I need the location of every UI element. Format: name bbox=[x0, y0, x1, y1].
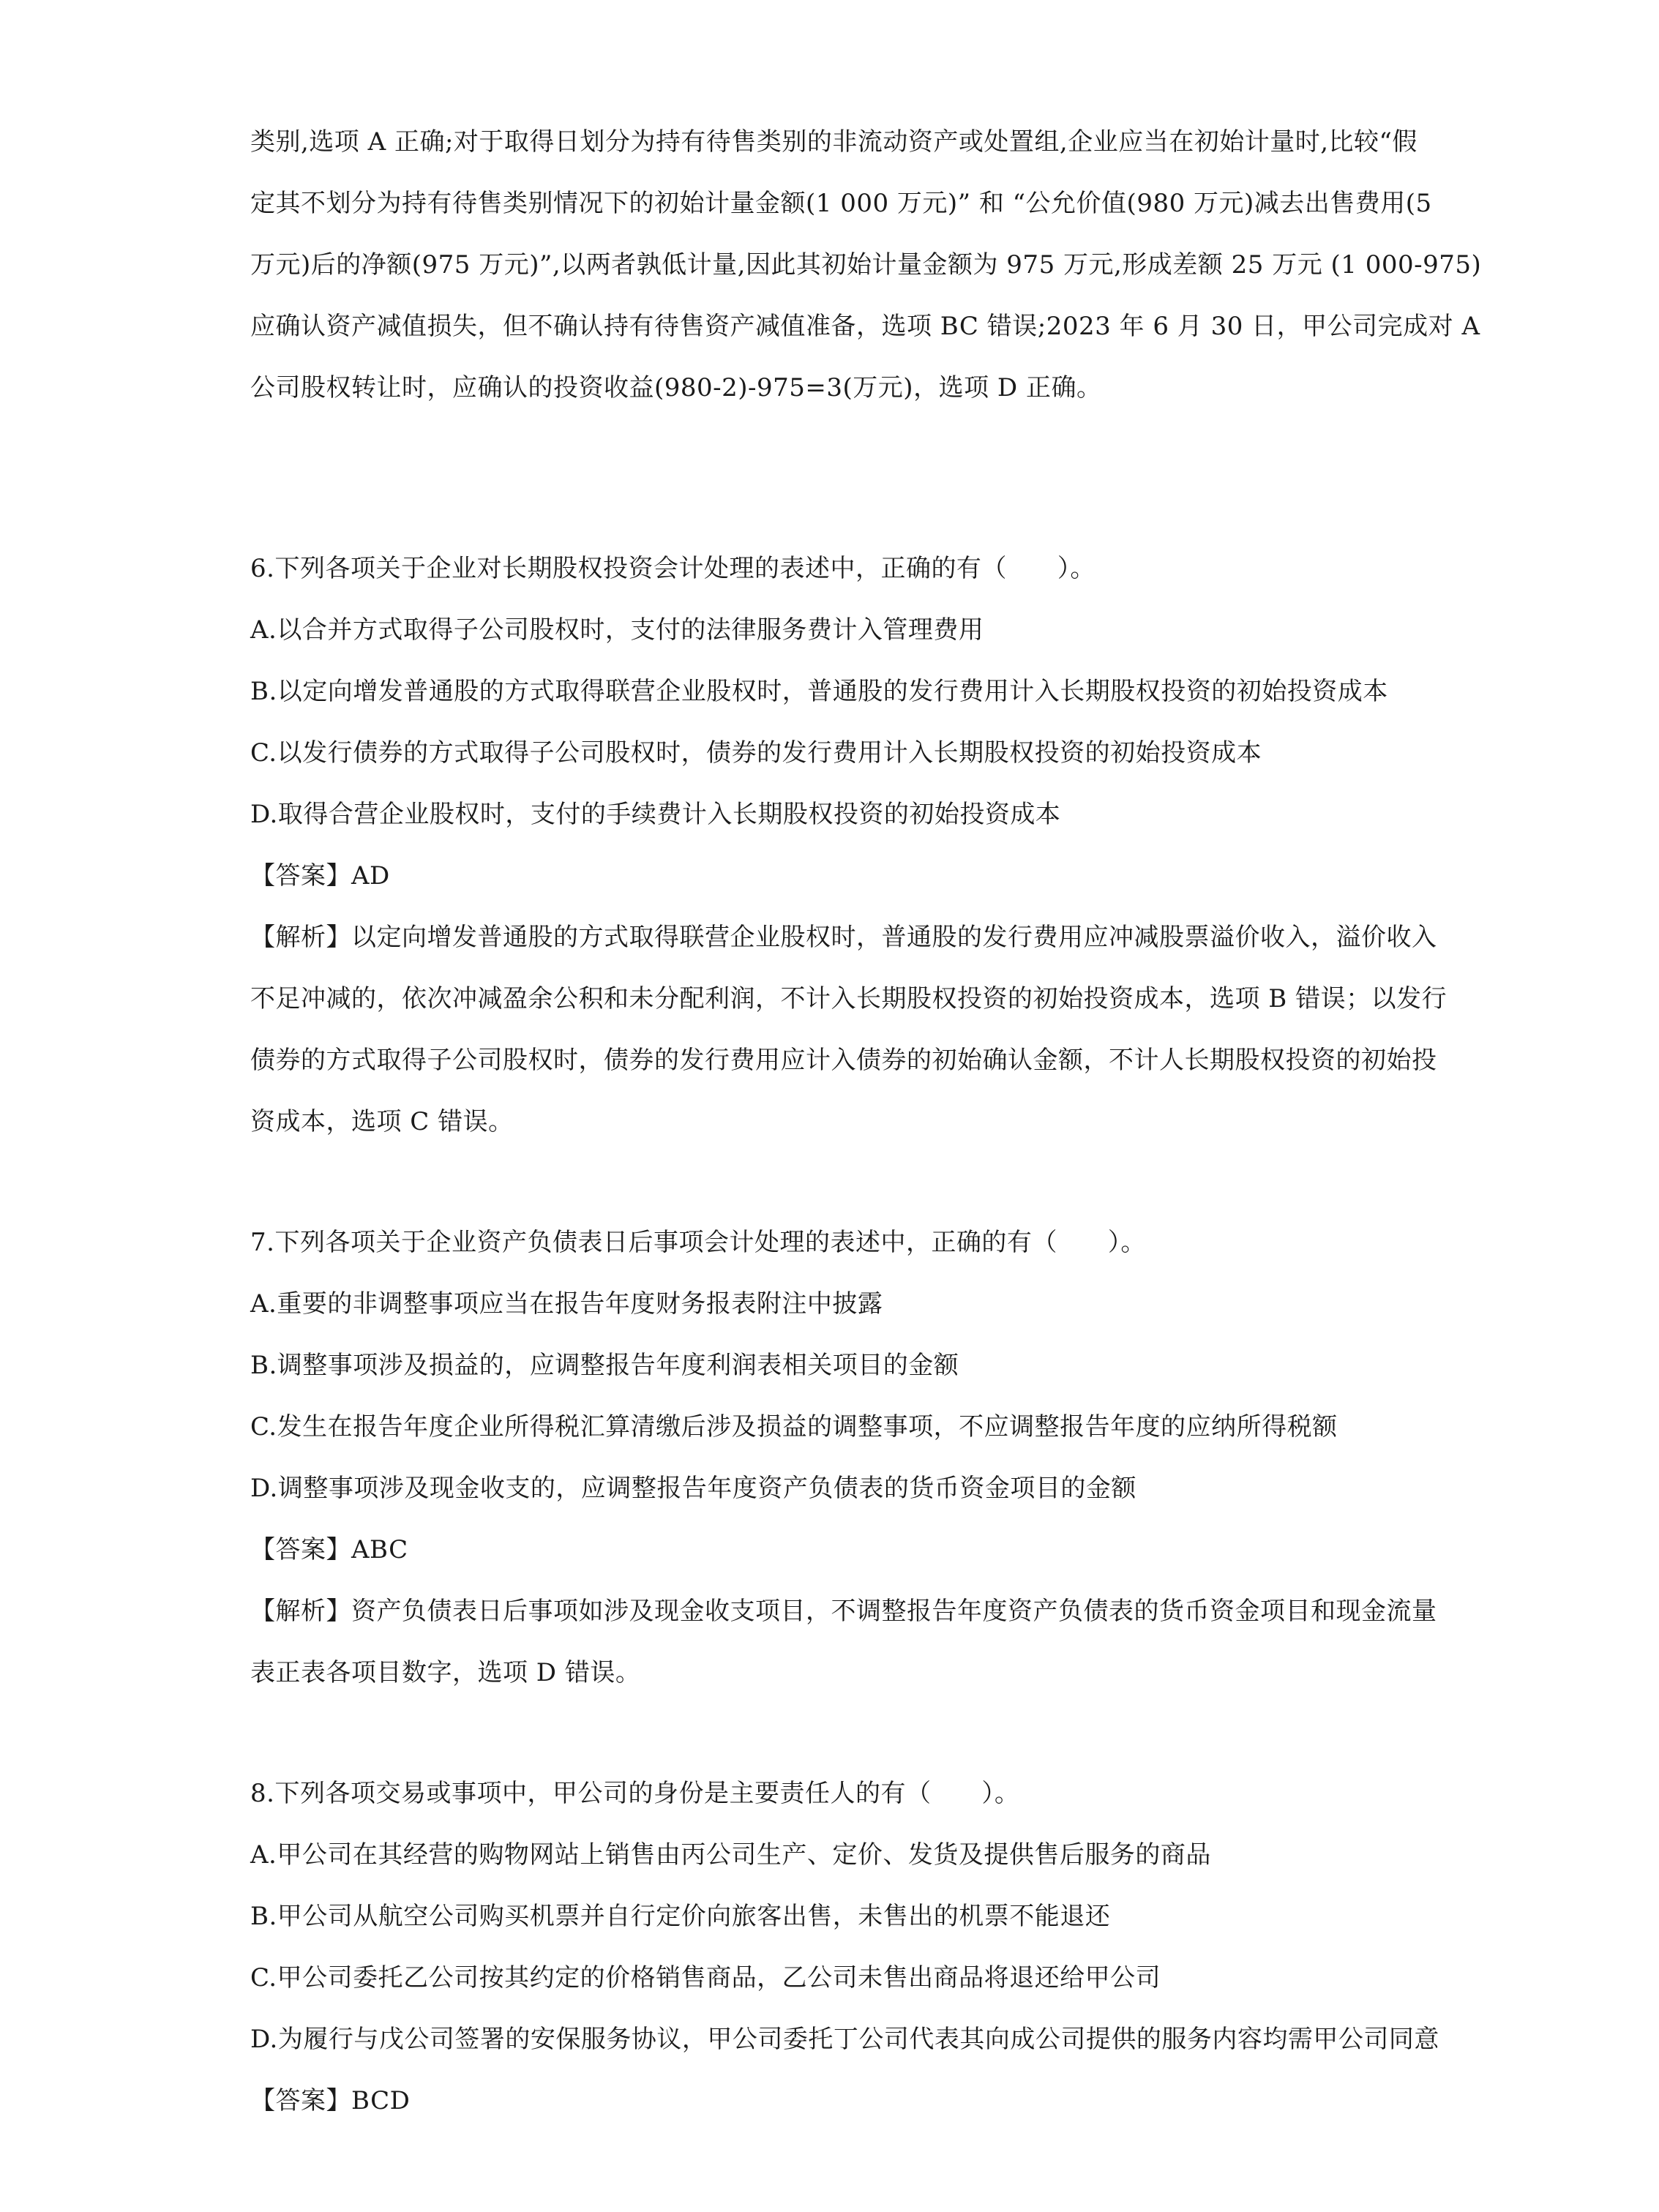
question-6-analysis-line: 资成本，选项 C 错误。 bbox=[250, 1107, 514, 1136]
question-6-option-c: C.以发行债券的方式取得子公司股权时，债券的发行费用计入长期股权投资的初始投资成本 bbox=[250, 738, 1262, 768]
question-7-analysis-line: 【解析】资产负债表日后事项如涉及现金收支项目，不调整报告年度资产负债表的货币资金项目和现金流量 bbox=[250, 1597, 1437, 1626]
intro-line: 定其不划分为持有待售类别情况下的初始计量金额(1 000 万元)” 和 “公允价值(980 万元)减去出售费用(5 bbox=[250, 189, 1432, 218]
question-6-answer: 【答案】AD bbox=[250, 861, 390, 891]
question-7-option-a: A.重要的非调整事项应当在报告年度财务报表附注中披露 bbox=[250, 1289, 883, 1319]
question-6-stem: 6.下列各项关于企业对长期股权投资会计处理的表述中，正确的有（ ）。 bbox=[250, 554, 1096, 583]
question-6-option-b: B.以定向增发普通股的方式取得联营企业股权时，普通股的发行费用计入长期股权投资的初始投资成本 bbox=[250, 677, 1388, 706]
question-8-option-a: A.甲公司在其经营的购物网站上销售由丙公司生产、定价、发货及提供售后服务的商品 bbox=[250, 1840, 1211, 1870]
question-6-analysis-line: 【解析】以定向增发普通股的方式取得联营企业股权时，普通股的发行费用应冲减股票溢价收入，溢价收入 bbox=[250, 923, 1437, 952]
intro-line: 类别,选项 A 正确;对于取得日划分为持有待售类别的非流动资产或处置组,企业应当在初始计量时,比较“假 bbox=[250, 127, 1418, 157]
question-6-option-d: D.取得合营企业股权时，支付的手续费计入长期股权投资的初始投资成本 bbox=[250, 800, 1061, 829]
question-7-option-b: B.调整事项涉及损益的，应调整报告年度利润表相关项目的金额 bbox=[250, 1351, 959, 1380]
question-7-analysis-line: 表正表各项目数字，选项 D 错误。 bbox=[250, 1658, 641, 1687]
question-7-option-c: C.发生在报告年度企业所得税汇算清缴后涉及损益的调整事项，不应调整报告年度的应纳所得税额 bbox=[250, 1412, 1338, 1441]
question-8-answer: 【答案】BCD bbox=[250, 2086, 411, 2115]
intro-line: 应确认资产减值损失，但不确认持有待售资产减值准备，选项 BC 错误;2023 年 6 月 30 日，甲公司完成对 A bbox=[250, 312, 1480, 341]
question-7-option-d: D.调整事项涉及现金收支的，应调整报告年度资产负债表的货币资金项目的金额 bbox=[250, 1474, 1136, 1503]
question-7-answer: 【答案】ABC bbox=[250, 1535, 408, 1564]
question-8-option-d: D.为履行与戊公司签署的安保服务协议，甲公司委托丁公司代表其向成公司提供的服务内容均需甲公司同意 bbox=[250, 2025, 1439, 2054]
question-7-stem: 7.下列各项关于企业资产负债表日后事项会计处理的表述中，正确的有（ ）。 bbox=[250, 1228, 1146, 1257]
intro-line: 公司股权转让时，应确认的投资收益(980-2)-975=3(万元)，选项 D 正确。 bbox=[250, 373, 1102, 402]
question-8-option-b: B.甲公司从航空公司购买机票并自行定价向旅客出售，未售出的机票不能退还 bbox=[250, 1902, 1111, 1931]
question-6-analysis-line: 债券的方式取得子公司股权时，债券的发行费用应计入债券的初始确认金额，不计人长期股权投资的初始投 bbox=[250, 1046, 1437, 1075]
question-6-option-a: A.以合并方式取得子公司股权时，支付的法律服务费计入管理费用 bbox=[250, 615, 984, 645]
intro-line: 万元)后的净额(975 万元)”,以两者孰低计量,因此其初始计量金额为 975 万元,形成差额 25 万元 (1 000-975) bbox=[250, 250, 1482, 280]
question-8-stem: 8.下列各项交易或事项中，甲公司的身份是主要责任人的有（ ）。 bbox=[250, 1779, 1020, 1808]
question-8-option-c: C.甲公司委托乙公司按其约定的价格销售商品，乙公司未售出商品将退还给甲公司 bbox=[250, 1963, 1161, 1992]
question-6-analysis-line: 不足冲减的，依次冲减盈余公积和未分配利润，不计入长期股权投资的初始投资成本，选项 B 错误；以发行 bbox=[250, 984, 1448, 1013]
